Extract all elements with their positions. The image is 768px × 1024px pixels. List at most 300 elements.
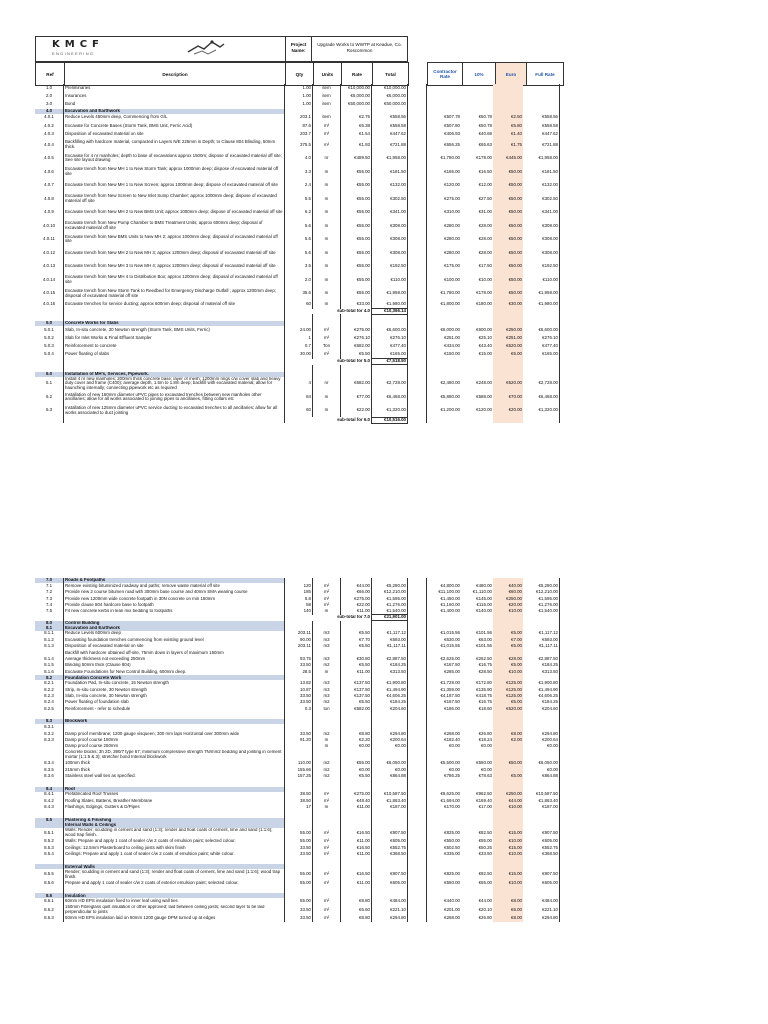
item-qty: 6.2 (285, 206, 313, 220)
section-title: Excavation and Earthwork (64, 109, 285, 114)
item-rate: €16.50 (341, 828, 372, 839)
contractor-rate: €440.00 (427, 898, 462, 904)
item-unit: m² (313, 596, 341, 602)
item-qty: 203.7 (285, 130, 313, 138)
gap-cell (408, 326, 427, 334)
item-description: Excavate trench from New Pump Chamber to BMS Treatment Units; approx 600mm deep; disposal of excavated material off site (64, 219, 285, 233)
empty-cell (64, 811, 285, 818)
empty-cell (427, 780, 462, 787)
ten-percent: €28.00 (478, 236, 492, 242)
full-rate: €181.50 (523, 165, 560, 179)
blank-row (35, 857, 560, 864)
ten-percent: €600.00 (476, 326, 492, 332)
section-title: Blockwork (64, 719, 285, 724)
line-item-row (35, 390, 560, 404)
empty-cell (35, 811, 64, 818)
item-description: Backfilling with hardcore material, compacted in Layers N/E 225mm in Depth; to Clause 804 Blinding, 50mm thick. (64, 138, 285, 152)
item-description: Disposition of excavated material on site (64, 643, 285, 649)
contractor-rate: €786.25 (427, 773, 462, 779)
empty-cell (523, 417, 560, 423)
full-rate: €907.50 (523, 828, 560, 839)
item-rate: €66.00 (341, 589, 372, 595)
item-total: €447.62 (372, 130, 408, 138)
ten-percent: €178.00 (476, 290, 492, 296)
full-rate: €1,117.12 (523, 631, 560, 637)
item-total: €864.88 (372, 773, 408, 779)
item-unit: m² (313, 589, 341, 595)
line-item-row (35, 130, 560, 138)
empty-cell (372, 314, 408, 321)
item-total: €10,000.00 (372, 84, 408, 92)
header-ref: Ref (36, 63, 65, 86)
line-item-row (35, 152, 560, 166)
full-rate: €2,728.00 (523, 377, 560, 391)
gap-cell (408, 828, 427, 839)
empty-cell (341, 886, 372, 893)
empty-cell (64, 314, 285, 321)
item-qty: 38.50 (285, 798, 313, 804)
item-ref: 7.0 (35, 578, 64, 583)
item-rate: €137.50 (341, 693, 372, 699)
item-total: €1,117.11 (372, 643, 408, 649)
item-description: Prefabricated Roof Trusses (64, 792, 285, 798)
item-unit: m (313, 260, 341, 274)
item-unit: m3 (313, 631, 341, 637)
euro-value: €50.00 (493, 287, 523, 301)
item-rate: €55.00 (341, 206, 372, 220)
item-ref: 8.5 (35, 818, 64, 823)
contractor-rate (427, 750, 462, 761)
item-description: Excavate for Concrete Bases (Storm Tank, BMS Unit, Ferric Acid) (64, 122, 285, 130)
item-ref: 8.0 (35, 621, 64, 626)
item-total: €558.56 (372, 114, 408, 122)
empty-cell (341, 365, 372, 372)
ten-percent: €140.00 (476, 608, 492, 614)
item-description: Preliminaries (64, 84, 285, 92)
gap-cell (408, 915, 427, 921)
item-rate: €55.00 (341, 273, 372, 287)
item-total: €204.60 (372, 706, 408, 712)
item-qty: 33.50 (285, 851, 313, 857)
item-total: €184.25 (372, 663, 408, 669)
line-item-row (35, 84, 560, 92)
item-ref: 5.0.4 (44, 351, 54, 357)
euro-value: €50.00 (493, 192, 523, 206)
item-rate: €6,000.00 (341, 92, 372, 100)
item-ref: 4.0.10 (42, 222, 56, 228)
gap-cell (408, 138, 427, 152)
item-total: €2,887.50 (372, 656, 408, 662)
item-unit: m² (313, 838, 341, 844)
contractor-rate (427, 100, 462, 108)
full-rate: €12,210.00 (523, 589, 560, 595)
item-rate: €55.00 (341, 219, 372, 233)
item-unit: m3 (313, 687, 341, 693)
line-item-row (35, 192, 560, 206)
section-title: Control Building (64, 621, 285, 626)
item-ref: 4.0.3 (44, 130, 54, 136)
line-item-row (35, 100, 560, 108)
empty-cell (285, 365, 313, 372)
empty-cell (427, 314, 462, 321)
empty-cell (427, 712, 462, 719)
item-unit: item (313, 92, 341, 100)
item-rate: €55.00 (341, 179, 372, 193)
gap-cell (408, 165, 427, 179)
item-total: €6,050.00 (372, 760, 408, 766)
euro-value: €60.00 (493, 589, 523, 595)
item-qty: 55.00 (285, 838, 313, 844)
section-title: Insulation (64, 893, 285, 898)
item-ref: 8.1.2 (44, 636, 54, 642)
item-unit: m² (313, 351, 341, 359)
item-total: €907.50 (372, 828, 408, 839)
item-rate: €275.00 (341, 792, 372, 798)
contractor-rate: €2,480.00 (427, 377, 462, 391)
item-qty: 13.82 (285, 680, 313, 686)
blank-row (35, 712, 560, 719)
line-item-row (35, 905, 560, 916)
section-title: Roads & Footpaths (64, 578, 285, 583)
line-item-row (35, 246, 560, 260)
item-ref: 1.0 (45, 84, 53, 90)
ten-percent: €172.80 (476, 680, 492, 686)
contractor-rate: €1,400.00 (427, 609, 462, 615)
item-unit: m (313, 246, 341, 260)
gap-cell (408, 130, 427, 138)
full-rate: €2,887.50 (523, 656, 560, 662)
contractor-rate: €9,625.00 (427, 792, 462, 798)
item-rate: €5.50 (341, 663, 372, 669)
item-description: Backfill with hardcore obtained off-site, 75mm down in layers of maximum 150mm (64, 650, 285, 656)
contractor-rate: €4,187.50 (427, 693, 462, 699)
boq-table-page-2 (35, 578, 560, 922)
ten-percent: €10.00 (478, 276, 492, 282)
item-unit: m (313, 165, 341, 179)
boq-table-page-1 (35, 84, 560, 424)
item-unit: m (313, 404, 341, 418)
euro-value: €50.00 (493, 219, 523, 233)
line-item-row (35, 326, 560, 334)
empty-cell (313, 314, 341, 321)
item-rate: €11.00 (341, 838, 372, 844)
ten-percent: €550.00 (476, 760, 492, 766)
subtotal-value: €21,901.00 (372, 615, 408, 621)
item-ref: 4.0.16 (42, 301, 56, 307)
item-total: €308.00 (372, 233, 408, 247)
full-rate (523, 84, 560, 92)
item-description: Excavate trench from New MH 3 to New MH 4; approx 1200mm deep; disposal of excavated material off site (64, 260, 285, 274)
item-ref: 7.1 (45, 583, 53, 588)
item-ref: 8.2.2 (44, 686, 54, 692)
ten-percent: €43.40 (478, 343, 492, 349)
ten-percent: €248.00 (476, 380, 492, 386)
item-qty: 28.5 (285, 669, 313, 675)
item-ref: 8.5.5 (44, 871, 54, 877)
item-ref: 8.2 (35, 675, 64, 680)
item-qty: 203.11 (285, 643, 313, 649)
item-rate: €8.80 (341, 898, 372, 904)
line-item-row (35, 260, 560, 274)
section-title: Plastering & Finishing (64, 818, 285, 823)
item-unit: m2 (313, 767, 341, 773)
euro-value: €5.00 (493, 631, 523, 637)
euro-value: €125.00 (493, 680, 523, 686)
euro-value: €8.00 (493, 915, 523, 921)
empty-cell (341, 314, 372, 321)
euro-value: €20.00 (493, 602, 523, 608)
contractor-rate: €275.00 (427, 192, 462, 206)
full-rate: €4,606.25 (523, 693, 560, 699)
item-qty: 0.7 (285, 343, 313, 351)
item-unit: m² (313, 898, 341, 904)
item-total: €200.64 (372, 737, 408, 743)
item-ref: 8.3.3 (44, 737, 54, 742)
header-qty: Qty (286, 63, 314, 86)
item-rate: €2.20 (341, 737, 372, 743)
euro-value: €7.00 (493, 637, 523, 643)
euro-value: €28.00 (493, 656, 523, 662)
logo-graphic-icon (186, 38, 226, 58)
full-rate: €1,540.00 (523, 609, 560, 615)
empty-cell (64, 365, 285, 372)
euro-value: €445.00 (493, 152, 523, 166)
line-item-row (35, 631, 560, 637)
full-rate: €447.62 (523, 130, 560, 138)
item-unit: item (313, 100, 341, 108)
item-qty: 375.5 (285, 138, 313, 152)
item-total: €132.00 (372, 179, 408, 193)
item-total: €1,276.00 (372, 602, 408, 608)
gap-cell (408, 343, 427, 351)
contractor-rate: €310.00 (427, 206, 462, 220)
item-ref: 4.0.4 (44, 141, 54, 147)
item-description: Damp proof membrane; 1200 gauge visqueen; 300 mm laps Horizontal over 300mm wide (64, 731, 285, 737)
item-total: €1,958.00 (372, 287, 408, 301)
item-ref: 7.4 (45, 602, 53, 608)
header-description: Description (65, 63, 286, 86)
item-ref: 8.3.5 (44, 766, 54, 772)
item-rate: €276.10 (341, 334, 372, 342)
empty-cell (523, 811, 560, 818)
project-name-value: Upgrade Works to WWTP at Keadue, Co. Roscommon (312, 36, 408, 62)
euro-value: €20.00 (493, 404, 523, 418)
subtotal-label: sub-total for 5.0 (285, 359, 372, 365)
ten-percent: €120.00 (476, 407, 492, 413)
item-description: Ceilings: Prepare and apply 1 coat of sealer c/w 2 coats of emulsion paint; white colour. (64, 851, 285, 857)
item-unit: m³ (313, 334, 341, 342)
empty-cell (427, 857, 462, 864)
gap-cell (408, 152, 427, 166)
item-description: Excavate trench from New Storm Tank to Reedbed for Emergency Discharge Outfall ; approx 1200mm deep; disposal of excavated material off site (64, 287, 285, 301)
item-ref: 8.5.3 (44, 844, 54, 850)
ten-percent: €101.56 (476, 630, 492, 636)
item-ref: 4.0.14 (42, 276, 56, 282)
empty-cell (461, 365, 493, 372)
full-rate: €1,320.00 (523, 404, 560, 418)
item-rate: €5.50 (341, 699, 372, 705)
line-item-row (35, 404, 560, 418)
item-total: €1,900.80 (372, 680, 408, 686)
item-ref: 4.0.1 (44, 114, 54, 120)
header-euro: Euro (496, 63, 527, 86)
blank-row (35, 780, 560, 787)
item-ref: 4.0 (35, 109, 64, 114)
contractor-rate: €182.40 (427, 737, 462, 743)
item-unit (313, 750, 341, 761)
full-rate (523, 92, 560, 100)
contractor-rate: €550.00 (427, 838, 462, 844)
project-name-label: Project Name: (286, 36, 312, 62)
item-qty: 110.00 (285, 760, 313, 766)
ten-percent: €28.50 (478, 668, 492, 674)
ten-percent: €28.00 (478, 249, 492, 255)
ten-percent (461, 100, 493, 108)
contractor-rate: €507.78 (427, 114, 462, 122)
item-qty: 90.00 (285, 637, 313, 643)
ten-percent: €262.50 (476, 656, 492, 662)
item-ref: 3.0 (45, 101, 53, 107)
item-total: €1,494.90 (372, 687, 408, 693)
euro-value: €10.00 (493, 609, 523, 615)
item-ref: 2.0 (45, 92, 53, 98)
item-qty: 3.5 (285, 260, 313, 274)
contractor-rate: €1,015.55 (427, 643, 462, 649)
item-description: Render; scudding in cement and sand (1:3); render and float coats of cement, lime and sand (1:1:6); wood trap finish. (64, 869, 285, 880)
item-description: 100mm thick (64, 760, 285, 766)
line-item-row (35, 351, 560, 359)
item-total: €477.40 (372, 343, 408, 351)
item-description: Reduce Levels 600mm deep (64, 631, 285, 637)
item-rate: €30.80 (341, 656, 372, 662)
ten-percent: €145.00 (476, 595, 492, 601)
item-ref: 8.1.6 (44, 668, 54, 674)
full-rate: €294.80 (523, 731, 560, 737)
item-description: Fit new concrete kerbs in lean mix bedding to footpaths (64, 609, 285, 615)
full-rate: €552.75 (523, 845, 560, 851)
item-ref: 8.2.3 (44, 693, 54, 698)
item-rate: €137.50 (341, 680, 372, 686)
ten-percent: €135.90 (476, 686, 492, 692)
contractor-rate: €120.00 (427, 179, 462, 193)
item-total: €187.00 (372, 804, 408, 810)
item-unit: m2 (313, 699, 341, 705)
gap-cell (408, 122, 427, 130)
ten-percent: €25.10 (478, 335, 492, 341)
section-title: Excavation and Earthwork (64, 626, 285, 631)
ten-percent: €28.00 (478, 222, 492, 228)
item-description: Foundation Pad, In-situ concrete, 15 Newton strength (64, 680, 285, 686)
euro-value: €10.00 (493, 804, 523, 810)
full-rate: €907.50 (523, 869, 560, 880)
line-item-row (35, 750, 560, 761)
contractor-rate: €167.50 (427, 699, 462, 705)
item-qty: 33.50 (285, 663, 313, 669)
item-description: Remove existing bituminized roadway and paths; remove waste material off site (64, 583, 285, 589)
euro-value: €8.00 (493, 731, 523, 737)
item-rate: €22.00 (341, 404, 372, 418)
euro-value: €10.00 (493, 880, 523, 886)
subtotal-label: sub-total for 7.0 (285, 615, 372, 621)
gap-cell (408, 114, 427, 122)
empty-cell (313, 712, 341, 719)
contractor-rate: €825.00 (427, 869, 462, 880)
full-rate: €0.00 (523, 743, 560, 749)
item-rate: €11.00 (341, 851, 372, 857)
ten-percent: €116.00 (476, 602, 492, 608)
euro-value: €50.00 (493, 165, 523, 179)
item-qty: 185 (285, 589, 313, 595)
contractor-rate: €1,015.56 (427, 631, 462, 637)
item-rate: €55.00 (341, 260, 372, 274)
item-rate: €8.80 (341, 731, 372, 737)
contractor-rate: €280.00 (427, 246, 462, 260)
full-rate: €221.10 (523, 905, 560, 916)
ten-percent: €588.00 (476, 393, 492, 399)
empty-cell (493, 886, 523, 893)
gap-cell (408, 869, 427, 880)
euro-value: €50.00 (493, 233, 523, 247)
item-unit: m (313, 179, 341, 193)
blank-row (35, 811, 560, 818)
gap-cell (408, 334, 427, 342)
item-qty: 55.00 (285, 880, 313, 886)
item-ref: 4.0.15 (42, 290, 56, 296)
item-ref: 4.0.8 (44, 195, 54, 201)
item-unit: m² (313, 880, 341, 886)
item-qty: 35.6 (285, 287, 313, 301)
ten-percent: €82.50 (478, 829, 492, 835)
item-total: €313.50 (372, 669, 408, 675)
ten-percent: €18.24 (478, 737, 492, 742)
euro-value: €620.00 (493, 343, 523, 351)
gap-cell (408, 780, 427, 787)
full-rate: €1,595.00 (523, 596, 560, 602)
ten-percent: €18.60 (478, 705, 492, 711)
ten-percent: €63.00 (478, 636, 492, 642)
item-qty: 203.11 (285, 631, 313, 637)
euro-value (493, 100, 523, 108)
contractor-rate: €434.00 (427, 343, 462, 351)
item-ref: 8.5.4 (44, 851, 54, 856)
item-description: Reinforcement to concrete (64, 343, 285, 351)
line-item-row (35, 92, 560, 100)
item-rate: €275.00 (341, 596, 372, 602)
full-rate: €165.00 (523, 351, 560, 359)
contractor-rate: €4,800.00 (427, 583, 462, 589)
full-rate: €187.00 (523, 804, 560, 810)
company-logo-subtitle: ENGINEERING (52, 51, 95, 56)
empty-cell (64, 886, 285, 893)
section-title: External Walls (64, 864, 285, 869)
item-qty: 33.50 (285, 845, 313, 851)
section-title: Installation of MH's, Services, Pipework. (64, 372, 285, 377)
item-ref: 8.1.1 (44, 630, 54, 636)
item-unit: m2 (313, 760, 341, 766)
item-rate: €55.00 (341, 165, 372, 179)
section-title: Foundation Concrete Work (64, 675, 285, 680)
empty-cell (461, 857, 493, 864)
item-description: Concrete blocks; 3h 2D, 390/7 type 67; minimum compressive strength 7N/mm2 bedding and jointing in cement mortar (1:1:5 & 3); stretcher bond Internal blockwork (64, 750, 285, 761)
contractor-rate: €280.00 (427, 219, 462, 233)
ten-percent: €0.00 (481, 743, 492, 749)
full-rate: €6,600.00 (523, 326, 560, 334)
line-item-row (35, 377, 560, 391)
empty-cell (35, 886, 64, 893)
item-qty: 84 (285, 390, 313, 404)
item-qty: 58 (285, 602, 313, 608)
ten-percent (461, 84, 493, 92)
